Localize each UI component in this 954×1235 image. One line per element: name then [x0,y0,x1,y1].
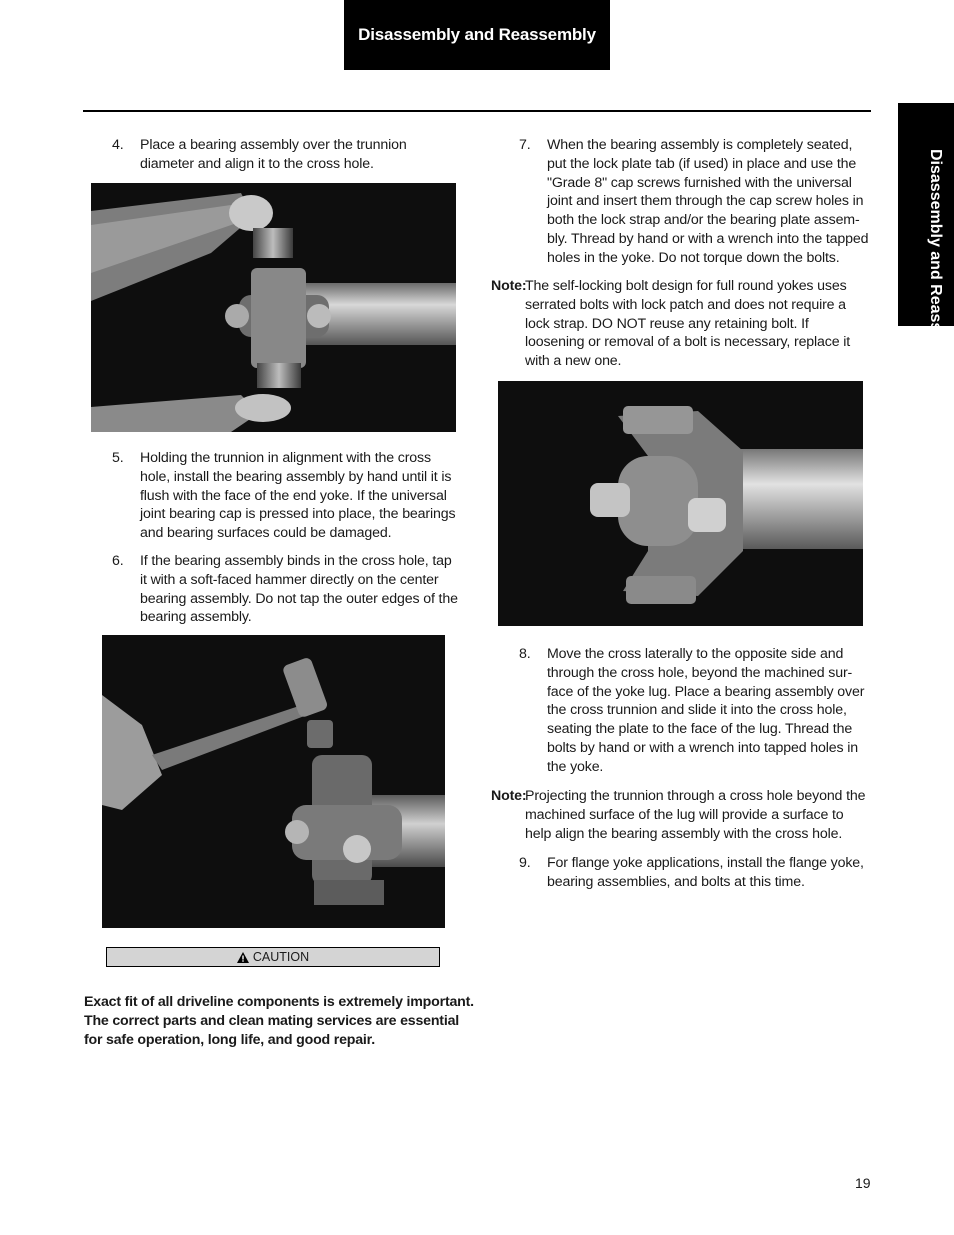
note-label: Note: [491,278,527,294]
section-header-tab [344,0,610,70]
step-text: Move the cross laterally to the opposite side and through the cross hole, beyond the machined sur-face of the yoke lug. Place a bearing assembly over the cross trunnion and slide it into the cross hole, seating the plate to the face of the lug. Thread the bolts by hand or with a wrench into tapped holes in the yoke. [547,646,865,775]
warning-triangle-icon [237,952,249,963]
step-text: Holding the trunnion in alignment with the cross hole, install the bearing assembly by hand until it is flush with the face of the end yoke. If the universal joint bearing cap is pressed into place, the bearings and bearing surfaces could be damaged. [140,450,456,542]
caution-label: CAUTION [252,950,310,964]
photo-hammer-tapping [102,635,445,928]
photo-bearing-seated [498,381,863,626]
step-text: Place a bearing assembly over the trunnion diameter and align it to the cross hole. [140,137,407,172]
photo-bearing-alignment-illustration [91,183,456,432]
side-section-tab [898,103,954,378]
step-6 [112,552,462,628]
step-9 [519,854,871,894]
section-header-title: Disassembly and Reassembly [358,25,596,44]
note-text: The self-locking bolt design for full round yokes uses serrated bolts with lock patch and does not require a lock strap. DO NOT reuse any retaining bolt. If loosening or removal of a bolt is necessary, replace it with a new one. [525,278,851,370]
photo-bearing-alignment [91,183,456,432]
note-label: Note: [491,788,527,804]
step-4 [112,136,462,176]
step-number: 5. [112,450,124,466]
step-number: 8. [519,646,531,662]
step-number: 6. [112,553,124,569]
caution-text: Exact fit of all driveline components is extremely important. The correct parts and clean mating services are essential for safe operation, long life, and good repair. [84,994,474,1048]
page-number: 19 [855,1175,871,1191]
caution-bar [106,947,440,967]
step-5 [112,449,462,544]
step-number: 4. [112,137,124,153]
note-text: Projecting the trunnion through a cross hole beyond the machined surface of the lug will provide a surface to help align the bearing assembly with the cross hole. [525,788,866,842]
side-section-label: Disassembly and Reassembly [927,149,944,378]
step-number: 7. [519,137,531,153]
note-self-locking-bolt [491,277,871,372]
step-text: When the bearing assembly is completely seated, put the lock plate tab (if used) in place and use the "Grade 8" cap screws furnished with the universal joint and insert them through the cap screw holes in both the lock strap and/or the bearing plate assem-bly. Thread by hand or with a wrench into the tapped holes in the yoke. Do not torque down the bolts. [547,137,869,266]
step-8 [519,645,871,775]
step-text: For flange yoke applications, install the flange yoke, bearing assemblies, and bolts at this time. [547,855,864,890]
header-rule [83,110,871,112]
photo-bearing-seated-illustration [498,381,863,626]
note-projecting-trunnion [491,787,871,847]
step-7 [519,136,871,266]
photo-hammer-tapping-illustration [102,635,445,928]
step-number: 9. [519,855,531,871]
step-text: If the bearing assembly binds in the cross hole, tap it with a soft-faced hammer directly on the center bearing assembly. Do not tap the outer edges of the bearing assembly. [140,553,458,626]
